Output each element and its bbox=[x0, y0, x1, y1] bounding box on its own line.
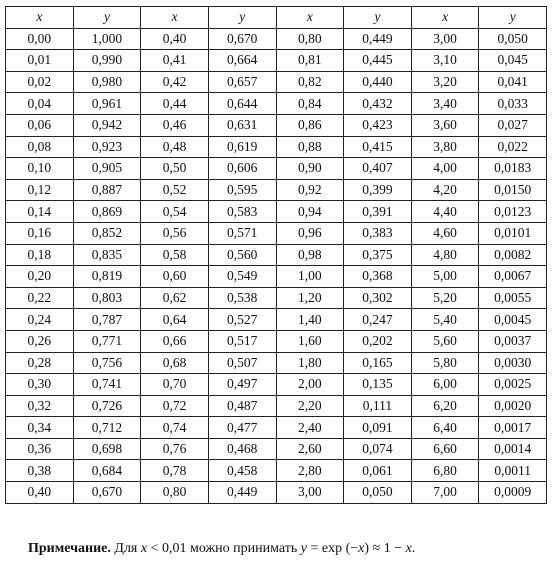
y-cell: 0,905 bbox=[73, 158, 141, 180]
x-cell: 0,72 bbox=[141, 395, 209, 417]
y-cell: 0,726 bbox=[73, 395, 141, 417]
y-cell: 0,487 bbox=[208, 395, 276, 417]
x-cell: 0,66 bbox=[141, 330, 209, 352]
x-cell: 7,00 bbox=[411, 482, 479, 504]
x-cell: 1,40 bbox=[276, 309, 344, 331]
x-cell: 0,81 bbox=[276, 50, 344, 72]
x-cell: 0,02 bbox=[6, 71, 74, 93]
table-row bbox=[6, 222, 547, 244]
x-cell: 0,94 bbox=[276, 201, 344, 223]
x-cell: 0,98 bbox=[276, 244, 344, 266]
x-cell: 0,86 bbox=[276, 114, 344, 136]
y-cell: 0,670 bbox=[208, 28, 276, 50]
x-cell: 5,00 bbox=[411, 266, 479, 288]
y-cell: 0,0045 bbox=[479, 309, 547, 331]
y-cell: 0,477 bbox=[208, 417, 276, 439]
x-cell: 2,40 bbox=[276, 417, 344, 439]
x-cell: 6,00 bbox=[411, 374, 479, 396]
x-cell: 0,84 bbox=[276, 93, 344, 115]
x-cell: 3,00 bbox=[276, 482, 344, 504]
y-cell: 0,045 bbox=[479, 50, 547, 72]
footnote bbox=[28, 541, 415, 557]
x-cell: 0,32 bbox=[6, 395, 74, 417]
x-cell: 0,46 bbox=[141, 114, 209, 136]
x-cell: 0,60 bbox=[141, 266, 209, 288]
table-row bbox=[6, 330, 547, 352]
y-cell: 0,631 bbox=[208, 114, 276, 136]
y-cell: 0,458 bbox=[208, 460, 276, 482]
y-cell: 1,000 bbox=[73, 28, 141, 50]
table-row bbox=[6, 482, 547, 504]
y-cell: 0,135 bbox=[344, 374, 412, 396]
x-cell: 4,20 bbox=[411, 179, 479, 201]
x-cell: 3,20 bbox=[411, 71, 479, 93]
exp-values-table bbox=[5, 6, 547, 504]
y-cell: 0,449 bbox=[344, 28, 412, 50]
table-row bbox=[6, 93, 547, 115]
x-cell: 0,01 bbox=[6, 50, 74, 72]
table-row bbox=[6, 417, 547, 439]
x-cell: 0,36 bbox=[6, 438, 74, 460]
y-cell: 0,583 bbox=[208, 201, 276, 223]
x-cell: 0,12 bbox=[6, 179, 74, 201]
y-cell: 0,606 bbox=[208, 158, 276, 180]
table-row bbox=[6, 266, 547, 288]
y-cell: 0,684 bbox=[73, 460, 141, 482]
y-cell: 0,497 bbox=[208, 374, 276, 396]
table-row bbox=[6, 395, 547, 417]
column-header: y bbox=[73, 7, 141, 29]
table-row bbox=[6, 136, 547, 158]
y-cell: 0,0101 bbox=[479, 222, 547, 244]
x-cell: 2,20 bbox=[276, 395, 344, 417]
table-row bbox=[6, 28, 547, 50]
x-cell: 0,10 bbox=[6, 158, 74, 180]
x-cell: 0,40 bbox=[6, 482, 74, 504]
y-cell: 0,756 bbox=[73, 352, 141, 374]
y-cell: 0,538 bbox=[208, 287, 276, 309]
y-cell: 0,0150 bbox=[479, 179, 547, 201]
column-header: x bbox=[141, 7, 209, 29]
y-cell: 0,698 bbox=[73, 438, 141, 460]
x-cell: 0,88 bbox=[276, 136, 344, 158]
y-cell: 0,507 bbox=[208, 352, 276, 374]
note-text-1: Для bbox=[110, 541, 141, 556]
y-cell: 0,050 bbox=[479, 28, 547, 50]
x-cell: 0,20 bbox=[6, 266, 74, 288]
y-cell: 0,445 bbox=[344, 50, 412, 72]
y-cell: 0,0183 bbox=[479, 158, 547, 180]
y-cell: 0,571 bbox=[208, 222, 276, 244]
y-cell: 0,0037 bbox=[479, 330, 547, 352]
note-text-5: . bbox=[411, 541, 416, 556]
y-cell: 0,712 bbox=[73, 417, 141, 439]
y-cell: 0,0017 bbox=[479, 417, 547, 439]
x-cell: 0,26 bbox=[6, 330, 74, 352]
x-cell: 0,70 bbox=[141, 374, 209, 396]
x-cell: 3,40 bbox=[411, 93, 479, 115]
x-cell: 0,52 bbox=[141, 179, 209, 201]
y-cell: 0,835 bbox=[73, 244, 141, 266]
column-header: x bbox=[411, 7, 479, 29]
y-cell: 0,202 bbox=[344, 330, 412, 352]
table-row bbox=[6, 158, 547, 180]
y-cell: 0,527 bbox=[208, 309, 276, 331]
x-cell: 0,08 bbox=[6, 136, 74, 158]
y-cell: 0,819 bbox=[73, 266, 141, 288]
x-cell: 5,60 bbox=[411, 330, 479, 352]
y-cell: 0,549 bbox=[208, 266, 276, 288]
x-cell: 0,06 bbox=[6, 114, 74, 136]
x-cell: 1,20 bbox=[276, 287, 344, 309]
y-cell: 0,0011 bbox=[479, 460, 547, 482]
x-cell: 0,41 bbox=[141, 50, 209, 72]
note-var-y: y bbox=[300, 541, 307, 556]
table-row bbox=[6, 179, 547, 201]
note-var-x2: x bbox=[358, 541, 365, 556]
note-label: Примечание. bbox=[28, 541, 111, 556]
x-cell: 6,80 bbox=[411, 460, 479, 482]
y-cell: 0,0025 bbox=[479, 374, 547, 396]
y-cell: 0,050 bbox=[344, 482, 412, 504]
x-cell: 4,80 bbox=[411, 244, 479, 266]
table-row bbox=[6, 438, 547, 460]
y-cell: 0,027 bbox=[479, 114, 547, 136]
y-cell: 0,415 bbox=[344, 136, 412, 158]
column-header: x bbox=[6, 7, 74, 29]
x-cell: 0,68 bbox=[141, 352, 209, 374]
y-cell: 0,670 bbox=[73, 482, 141, 504]
y-cell: 0,111 bbox=[344, 395, 412, 417]
y-cell: 0,302 bbox=[344, 287, 412, 309]
x-cell: 6,60 bbox=[411, 438, 479, 460]
header-row bbox=[6, 7, 547, 29]
table-body bbox=[6, 28, 547, 503]
x-cell: 1,00 bbox=[276, 266, 344, 288]
x-cell: 0,34 bbox=[6, 417, 74, 439]
y-cell: 0,517 bbox=[208, 330, 276, 352]
y-cell: 0,803 bbox=[73, 287, 141, 309]
x-cell: 0,40 bbox=[141, 28, 209, 50]
table-row bbox=[6, 114, 547, 136]
x-cell: 0,56 bbox=[141, 222, 209, 244]
x-cell: 3,60 bbox=[411, 114, 479, 136]
y-cell: 0,0082 bbox=[479, 244, 547, 266]
y-cell: 0,091 bbox=[344, 417, 412, 439]
y-cell: 0,0055 bbox=[479, 287, 547, 309]
y-cell: 0,383 bbox=[344, 222, 412, 244]
y-cell: 0,074 bbox=[344, 438, 412, 460]
y-cell: 0,449 bbox=[208, 482, 276, 504]
y-cell: 0,560 bbox=[208, 244, 276, 266]
y-cell: 0,0020 bbox=[479, 395, 547, 417]
x-cell: 0,16 bbox=[6, 222, 74, 244]
x-cell: 0,04 bbox=[6, 93, 74, 115]
x-cell: 0,48 bbox=[141, 136, 209, 158]
table-row bbox=[6, 71, 547, 93]
y-cell: 0,923 bbox=[73, 136, 141, 158]
x-cell: 0,64 bbox=[141, 309, 209, 331]
x-cell: 0,80 bbox=[141, 482, 209, 504]
x-cell: 5,80 bbox=[411, 352, 479, 374]
x-cell: 4,40 bbox=[411, 201, 479, 223]
y-cell: 0,440 bbox=[344, 71, 412, 93]
y-cell: 0,033 bbox=[479, 93, 547, 115]
x-cell: 1,80 bbox=[276, 352, 344, 374]
y-cell: 0,741 bbox=[73, 374, 141, 396]
y-cell: 0,644 bbox=[208, 93, 276, 115]
x-cell: 4,60 bbox=[411, 222, 479, 244]
y-cell: 0,980 bbox=[73, 71, 141, 93]
table-row bbox=[6, 244, 547, 266]
x-cell: 0,90 bbox=[276, 158, 344, 180]
x-cell: 0,14 bbox=[6, 201, 74, 223]
table-row bbox=[6, 287, 547, 309]
y-cell: 0,061 bbox=[344, 460, 412, 482]
y-cell: 0,375 bbox=[344, 244, 412, 266]
x-cell: 0,62 bbox=[141, 287, 209, 309]
x-cell: 0,92 bbox=[276, 179, 344, 201]
table-row bbox=[6, 352, 547, 374]
y-cell: 0,022 bbox=[479, 136, 547, 158]
y-cell: 0,595 bbox=[208, 179, 276, 201]
x-cell: 0,76 bbox=[141, 438, 209, 460]
y-cell: 0,787 bbox=[73, 309, 141, 331]
table-row bbox=[6, 50, 547, 72]
x-cell: 2,60 bbox=[276, 438, 344, 460]
x-cell: 6,40 bbox=[411, 417, 479, 439]
x-cell: 4,00 bbox=[411, 158, 479, 180]
x-cell: 6,20 bbox=[411, 395, 479, 417]
y-cell: 0,0030 bbox=[479, 352, 547, 374]
x-cell: 0,18 bbox=[6, 244, 74, 266]
column-header: y bbox=[208, 7, 276, 29]
x-cell: 0,42 bbox=[141, 71, 209, 93]
y-cell: 0,041 bbox=[479, 71, 547, 93]
x-cell: 2,80 bbox=[276, 460, 344, 482]
y-cell: 0,664 bbox=[208, 50, 276, 72]
x-cell: 0,30 bbox=[6, 374, 74, 396]
x-cell: 0,00 bbox=[6, 28, 74, 50]
x-cell: 3,80 bbox=[411, 136, 479, 158]
x-cell: 3,10 bbox=[411, 50, 479, 72]
note-text-2: < 0,01 можно принимать bbox=[147, 541, 301, 556]
y-cell: 0,619 bbox=[208, 136, 276, 158]
column-header: x bbox=[276, 7, 344, 29]
y-cell: 0,0067 bbox=[479, 266, 547, 288]
x-cell: 0,54 bbox=[141, 201, 209, 223]
y-cell: 0,942 bbox=[73, 114, 141, 136]
x-cell: 3,00 bbox=[411, 28, 479, 50]
x-cell: 5,20 bbox=[411, 287, 479, 309]
y-cell: 0,368 bbox=[344, 266, 412, 288]
y-cell: 0,247 bbox=[344, 309, 412, 331]
x-cell: 0,44 bbox=[141, 93, 209, 115]
column-header: y bbox=[479, 7, 547, 29]
table-row bbox=[6, 201, 547, 223]
table-row bbox=[6, 309, 547, 331]
y-cell: 0,399 bbox=[344, 179, 412, 201]
y-cell: 0,852 bbox=[73, 222, 141, 244]
x-cell: 0,22 bbox=[6, 287, 74, 309]
x-cell: 0,50 bbox=[141, 158, 209, 180]
y-cell: 0,869 bbox=[73, 201, 141, 223]
x-cell: 0,82 bbox=[276, 71, 344, 93]
x-cell: 0,58 bbox=[141, 244, 209, 266]
table-row bbox=[6, 374, 547, 396]
y-cell: 0,391 bbox=[344, 201, 412, 223]
y-cell: 0,165 bbox=[344, 352, 412, 374]
x-cell: 0,74 bbox=[141, 417, 209, 439]
y-cell: 0,407 bbox=[344, 158, 412, 180]
y-cell: 0,432 bbox=[344, 93, 412, 115]
y-cell: 0,887 bbox=[73, 179, 141, 201]
x-cell: 1,60 bbox=[276, 330, 344, 352]
x-cell: 0,24 bbox=[6, 309, 74, 331]
x-cell: 0,96 bbox=[276, 222, 344, 244]
y-cell: 0,771 bbox=[73, 330, 141, 352]
y-cell: 0,990 bbox=[73, 50, 141, 72]
table-row bbox=[6, 460, 547, 482]
x-cell: 0,28 bbox=[6, 352, 74, 374]
x-cell: 0,78 bbox=[141, 460, 209, 482]
x-cell: 2,00 bbox=[276, 374, 344, 396]
note-text-3: = exp (− bbox=[306, 541, 359, 556]
y-cell: 0,0014 bbox=[479, 438, 547, 460]
note-var-x: x bbox=[140, 541, 148, 556]
y-cell: 0,468 bbox=[208, 438, 276, 460]
column-header: y bbox=[344, 7, 412, 29]
note-text-4: ) ≈ 1 − bbox=[364, 541, 406, 556]
x-cell: 0,38 bbox=[6, 460, 74, 482]
y-cell: 0,0009 bbox=[479, 482, 547, 504]
y-cell: 0,423 bbox=[344, 114, 412, 136]
y-cell: 0,657 bbox=[208, 71, 276, 93]
x-cell: 5,40 bbox=[411, 309, 479, 331]
y-cell: 0,961 bbox=[73, 93, 141, 115]
x-cell: 0,80 bbox=[276, 28, 344, 50]
y-cell: 0,0123 bbox=[479, 201, 547, 223]
note-var-x3: x bbox=[405, 541, 412, 556]
